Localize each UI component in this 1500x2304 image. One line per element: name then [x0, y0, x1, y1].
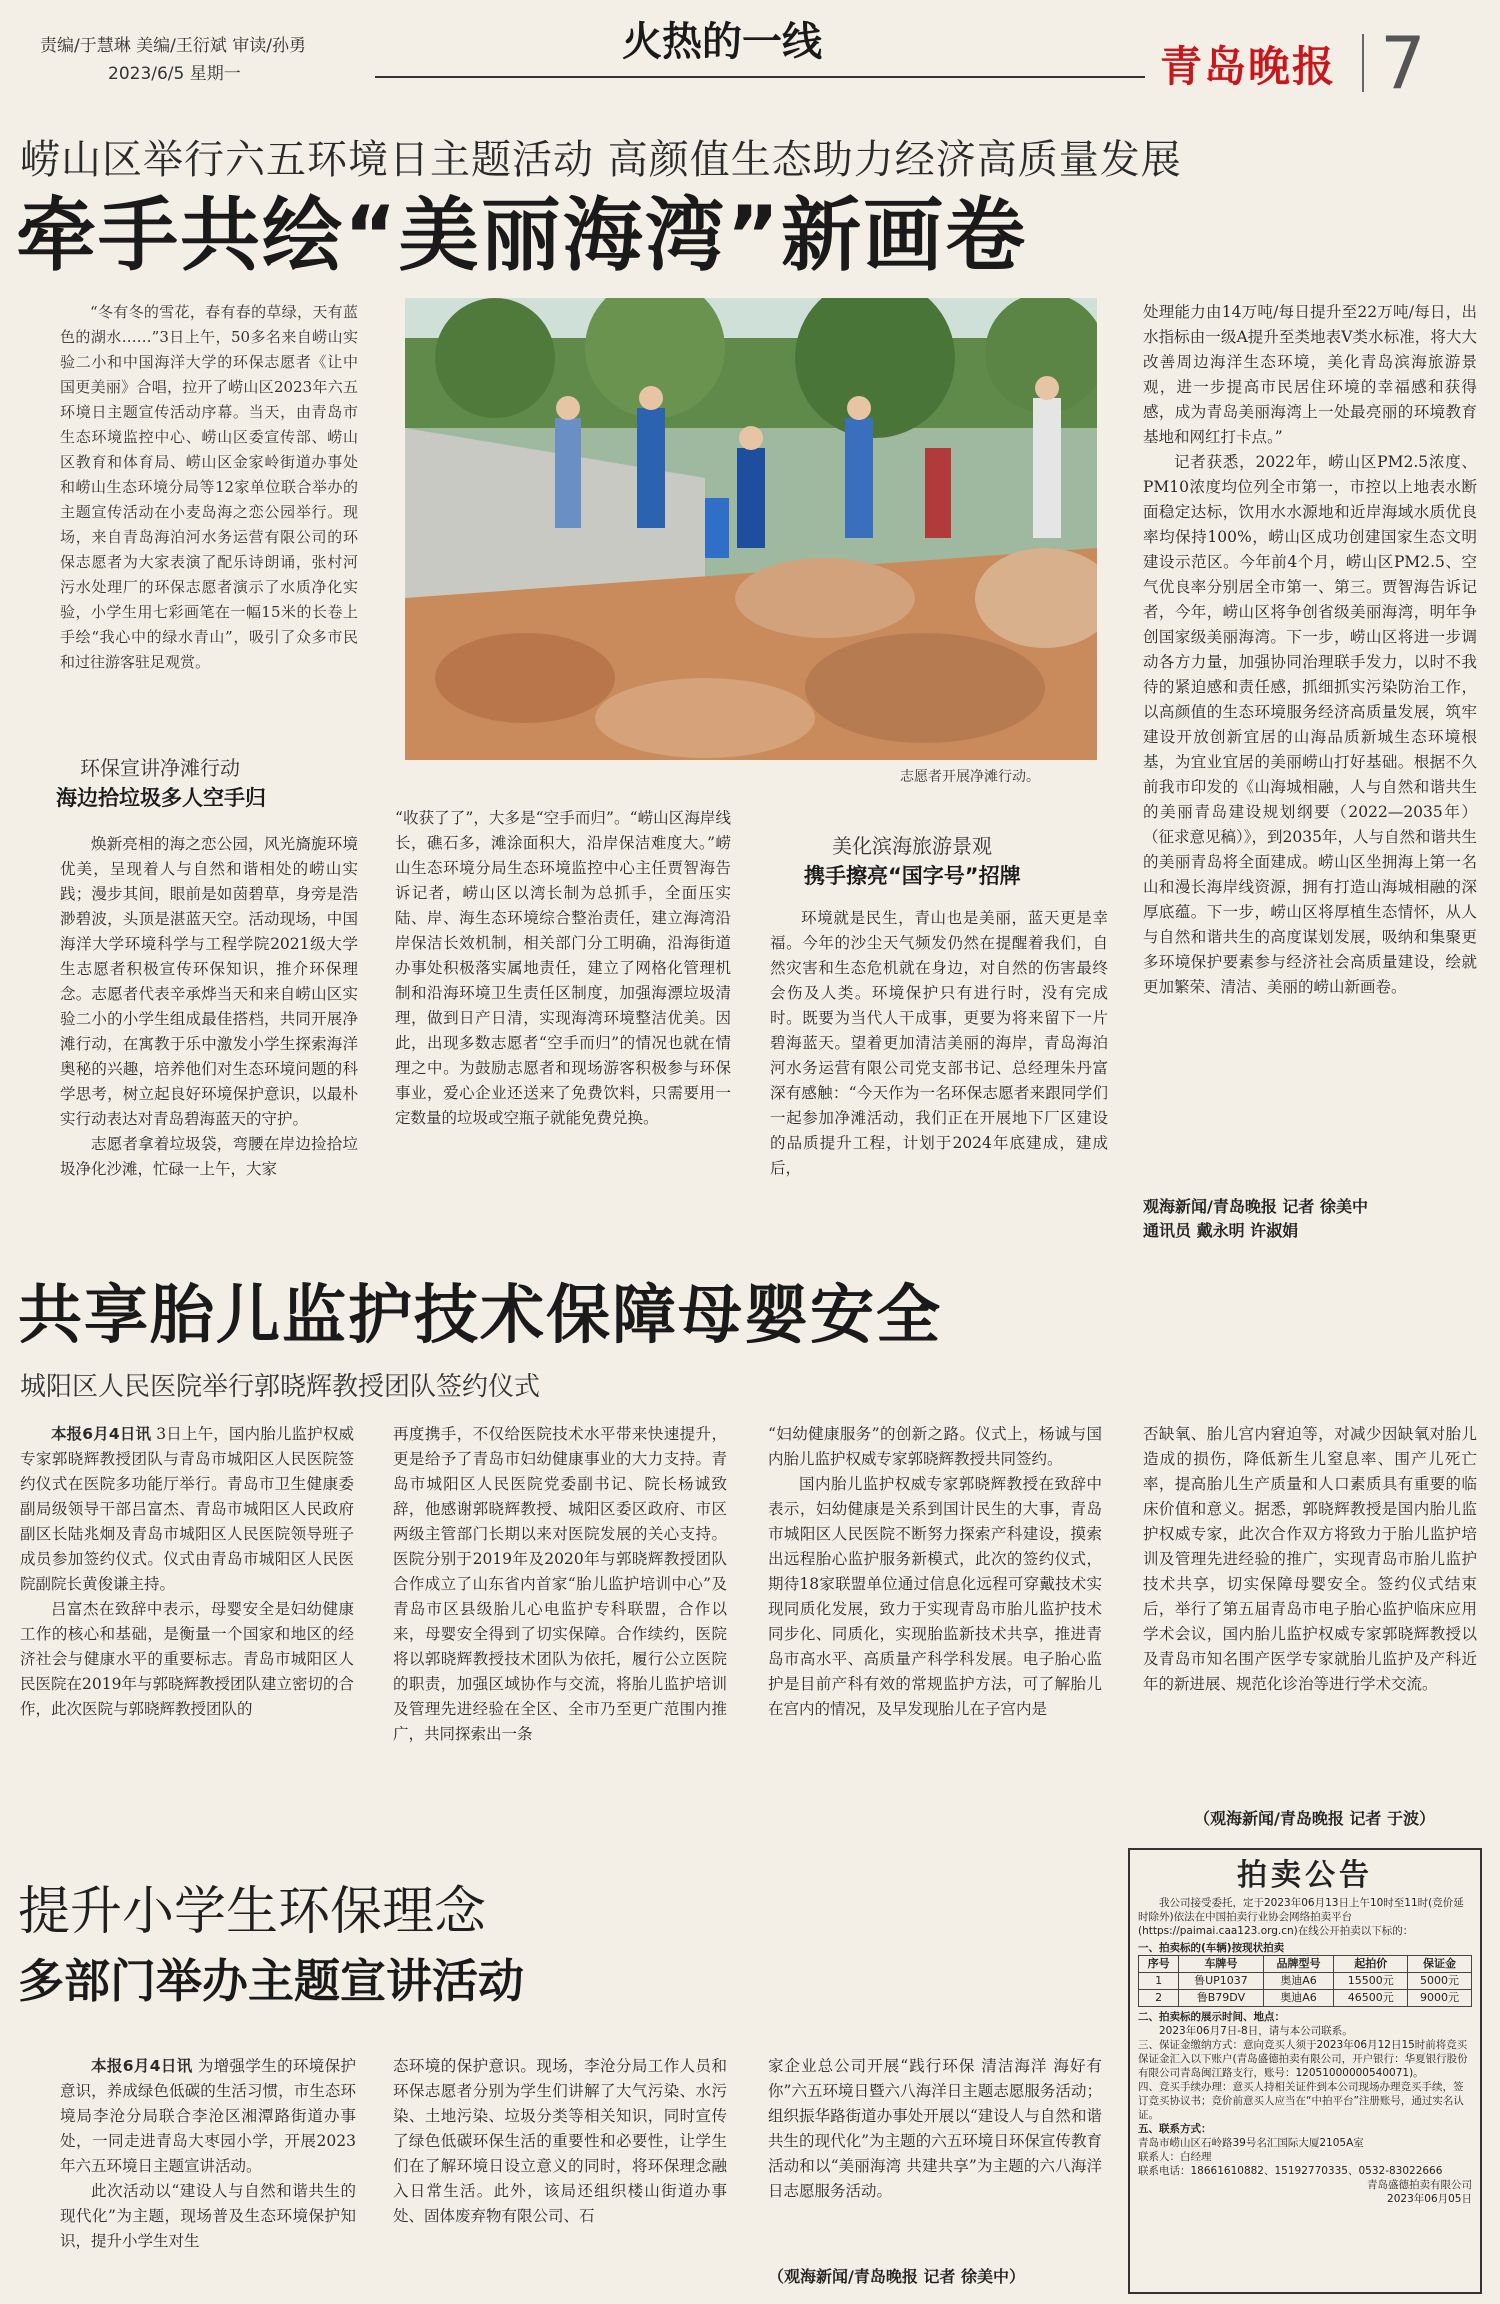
photo-caption: 志愿者开展净滩行动。 [900, 769, 1040, 785]
a2-dateline: 本报6月4日讯 [51, 1425, 152, 1443]
a2-headline: 共享胎儿监护技术保障母婴安全 [18, 1279, 942, 1353]
a1-intro: “冬有冬的雪花，春有春的草绿，天有蓝色的湖水……”3日上午，50多名来自崂山实验二小和中国海洋大学的环保志愿者《让中国更美丽》合唱，拉开了崂山区2023年六五环境日主题宣传活动序幕。当天，由青岛市生态环境监控中心、崂山区委宣传部、崂山区教育和体育局、崂山区金家岭街道办事处和崂山生态环境分局等12家单位联合举办的主题宣传活动在小麦岛海之恋公园举行。现场，来自青岛海泊河水务运营有限公司的环保志愿者为大家表演了配乐诗朗诵，张村河污水处理厂的环保志愿者演示了水质净化实验，小学生用七彩画笔在一幅15米的长卷上手绘“我心中的绿水青山”，吸引了众多市民和过往游客驻足观赏。 [60, 303, 358, 671]
auction-notice [1128, 1848, 1482, 2294]
auction-s1: 一、拍卖标的(车辆)按现状拍卖 [1138, 1942, 1285, 1954]
table-row: 2 鲁B79DV 奥迪A6 46500元 9000元 [1139, 1990, 1472, 2007]
page-number: 7 [1380, 21, 1426, 105]
a2-col2: 再度携手，不仅给医院技术水平带来快速提升，更是给予了青岛市妇幼健康事业的大力支持。青岛市城阳区人民医院党委副书记、院长杨诚致辞，他感谢郭晓辉教授、城阳区委区政府、市区两级主管部门长期以来对医院发展的关心支持。医院分别于2019年及2020年与郭晓辉教授团队合作成立了山东省内首家“胎儿监护培训中心”及青岛市区县级胎儿心电监护专科联盟，合作以来，母婴安全得到了切实保障。合作续约，医院将以郭晓辉教授技术团队为依托，履行公立医院的职责，加强区域协作与交流，将胎儿监护培训及管理先进经验在全区、全市乃至更广范围内推广，共同探索出一条 [393, 1425, 727, 1743]
header-rule [375, 76, 1145, 78]
auction-th: 起拍价 [1334, 1956, 1408, 1973]
a1-col1: 焕新亮相的海之恋公园，风光旖旎环境优美，呈现着人与自然和谐相处的崂山实践；漫步其间，眼前是如茵碧草，身旁是浩渺碧波，头顶是湛蓝天空。活动现场，中国海洋大学环境科学与工程学院2021级大学生志愿者积极宣传环保知识，推介环保理念。志愿者代表辛承烨当天和来自崂山区实验二小的小学生组成最佳搭档，共同开展净滩行动，在寓教于乐中激发小学生探索海洋奥秘的兴趣，培养他们对生态环境问题的科学思考，树立起良好环境保护意识，以最朴实行动表达对青岛碧海蓝天的守护。 志愿者拿着垃圾袋，弯腰在岸边捡拾垃圾净化沙滩，忙碌一上午，大家 [60, 835, 358, 1178]
a1-headline: 牵手共绘“美丽海湾”新画卷 [16, 189, 1028, 282]
a1-col3: 环境就是民生，青山也是美丽，蓝天更是幸福。今年的沙尘天气频发仍然在提醒着我们，自然灾害和生态危机就在身边，对自然的伤害最终会伤及人类。环境保护只有进行时，没有完成时。既要为当代人干成事，更要为将来留下一片碧海蓝天。望着更加清洁美丽的海岸，青岛海泊河水务运营有限公司党支部书记、总经理朱丹富深有感触：“今天作为一名环保志愿者来跟同学们一起参加净滩活动，我们正在开展地下厂区建设的品质提升工程，计划于2024年底建成，建成后， [770, 909, 1108, 1177]
newspaper-logo: 青岛晚报 [1160, 42, 1337, 91]
a1-sub2-line1: 美化滨海旅游景观 [832, 834, 992, 858]
auction-th: 车牌号 [1179, 1956, 1263, 1973]
auction-s3: 三、保证金缴纳方式：意向竞买人须于2023年06月12日15时前将竞买保证金汇入以下账户(青岛盛德拍卖有限公司，开户银行：华夏银行股份有限公司青岛闽江路支行，账号：12051000000540071)。 [1138, 2039, 1468, 2079]
auction-s2: 二、拍卖标的展示时间、地点： [1138, 2011, 1285, 2023]
a1-sub1-line2: 海边拾垃圾多人空手归 [56, 786, 266, 810]
a1-sub2-line2: 携手擦亮“国字号”招牌 [804, 864, 1021, 888]
auction-th: 序号 [1139, 1956, 1179, 1973]
auction-title: 拍卖公告 [1237, 1858, 1373, 1893]
auction-s4: 四、竞买手续办理：意买人持相关证件到本公司现场办理竞买手续，签订竞买协议书；竞价前意买人应当在“中拍平台”注册账号，通过实名认证。 [1138, 2081, 1464, 2121]
header-divider [1362, 34, 1364, 92]
auction-table [1138, 1955, 1472, 2007]
a3-dateline: 本报6月4日讯 [91, 2057, 193, 2075]
a1-byline: 观海新闻/青岛晚报 记者 徐美中 [1143, 1197, 1368, 1216]
a1-col2: “收获了了”，大多是“空手而归”。“崂山区海岸线长，礁石多，滩涂面积大，沿岸保洁难度大。”崂山生态环境分局生态环境监控中心主任贾智海告诉记者，崂山区以湾长制为总抓手，全面压实陆、岸、海生态环境综合整治责任，建立海湾沿岸保洁长效机制，相关部门分工明确，沿海街道办事处积极落实属地责任，建立了网格化管理机制和沿海环境卫生责任区制度，加强海漂垃圾清理，做到日产日清，实现海湾环境整洁优美。因此，出现多数志愿者“空手而归”的情况也就在情理之中。为鼓励志愿者和现场游客积极参与环保事业，爱心企业还送来了免费饮料，只需要用一定数量的垃圾或空瓶子就能免费兑换。 [395, 809, 731, 1127]
a2-col3: “妇幼健康服务”的创新之路。仪式上，杨诚与国内胎儿监护权威专家郭晓辉教授共同签约。 国内胎儿监护权威专家郭晓辉教授在致辞中表示，妇幼健康是关系到国计民生的大事，青岛市城阳区人民医院不断努力探索产科建设，摸索出远程胎心监护服务新模式，此次的签约仪式，期待18家联盟单位通过信息化远程可穿戴技术实现同质化发展，致力于实现青岛市胎儿监护技术同步化、同质化，实现胎监新技术共享，推进青岛市高水平、高质量产科学科发展。电子胎心监护是目前产科有效的常规监护方法，可了解胎儿在宫内的情况，及早发现胎儿在子宫内是 [768, 1425, 1102, 1718]
table-row: 1 鲁UP1037 奥迪A6 15500元 5000元 [1139, 1973, 1472, 1990]
auction-address: 青岛市崂山区石岭路39号名汇国际大厦2105A室 [1138, 2137, 1364, 2149]
issue-date: 2023/6/5 星期一 [108, 64, 241, 84]
auction-date: 2023年06月05日 [1387, 2193, 1472, 2205]
auction-s5: 五、联系方式： [1138, 2123, 1212, 2135]
a2-col4: 否缺氧、胎儿宫内窘迫等，对减少因缺氧对胎儿造成的损伤，降低新生儿窒息率、围产儿死亡率，提高胎儿生产质量和人口素质具有重要的临床价值和意义。据悉，郭晓辉教授是国内胎儿监护权威专家，此次合作双方将致力于胎儿监护培训及管理先进经验的推广，实现青岛市胎儿监护技术共享，切实保障母婴安全。签约仪式结束后，举行了第五届青岛市电子胎心监护临床应用学术会议，国内胎儿监护权威专家郭晓辉教授以及青岛市知名围产医学专家就胎儿监护及产科近年的新进展、规范化诊治等进行学术交流。 [1143, 1425, 1477, 1693]
a3-col1: 本报6月4日讯 为增强学生的环境保护意识，养成绿色低碳的生活习惯，市生态环境局李沧分局联合李沧区湘潭路街道办事处，一同走进青岛大枣园小学，开展2023年六五环境日主题宣讲活动。 此次活动以“建设人与自然和谐共生的现代化”为主题，现场普及生态环境保护知识，提升小学生对生 [60, 2057, 356, 2250]
a3-headline-2: 多部门举办主题宣讲活动 [18, 1954, 524, 2008]
a3-byline: （观海新闻/青岛晚报 记者 徐美中） [768, 2267, 1025, 2286]
a3-col3: 家企业总公司开展“践行环保 清洁海洋 海好有你”六五环境日暨六八海洋日主题志愿服务活动；组织振华路街道办事处开展以“建设人与自然和谐共生的现代化”为主题的六五环境日环保宣传教育活动和以“美丽海湾 共建共享”为主题的六八海洋日志愿服务活动。 [768, 2057, 1102, 2200]
a2-byline: （观海新闻/青岛晚报 记者 于波） [1194, 1809, 1435, 1828]
a2-subtitle: 城阳区人民医院举行郭晓辉教授团队签约仪式 [20, 1372, 541, 1402]
a1-sub1-line1: 环保宣讲净滩行动 [80, 756, 240, 780]
beach-cleanup-photo [405, 298, 1097, 760]
auction-s2-text: 2023年06月7日-8日，请与本公司联系。 [1159, 2025, 1353, 2037]
a3-col2: 态环境的保护意识。现场，李沧分局工作人员和环保志愿者分别为学生们讲解了大气污染、水污染、土地污染、垃圾分类等相关知识，同时宣传了绿色低碳环保生活的重要性和必要性，让学生们在了解环境日设立意义的同时，将环保理念融入日常生活。此外，该局还组织楼山街道办事处、固体废弃物有限公司、石 [393, 2057, 727, 2225]
a1-byline-2: 通讯员 戴永明 许淑娟 [1143, 1221, 1299, 1240]
auction-th: 保证金 [1408, 1956, 1472, 1973]
auction-company: 青岛盛德拍卖有限公司 [1367, 2179, 1472, 2191]
auction-contact: 联系人：白经理 [1138, 2151, 1212, 2163]
a2-col1: 本报6月4日讯 3日上午，国内胎儿监护权威专家郭晓辉教授团队与青岛市城阳区人民医院签约仪式在医院多功能厅举行。青岛市卫生健康委副局级领导干部吕富杰、青岛市城阳区人民政府副区长陆兆炯及青岛市城阳区人民医院领导班子成员参加签约仪式。仪式由青岛市城阳区人民医院副院长黄俊谦主持。 吕富杰在致辞中表示，母婴安全是妇幼健康工作的核心和基础，是衡量一个国家和地区的经济社会与健康水平的重要标志。青岛市城阳区人民医院在2019年与郭晓辉教授团队建立密切的合作，此次医院与郭晓辉教授团队的 [20, 1425, 354, 1718]
a1-col4: 处理能力由14万吨/每日提升至22万吨/每日，出水指标由一级A提升至类地表Ⅴ类水标准，将大大改善周边海洋生态环境，美化青岛滨海旅游景观，进一步提高市民居住环境的幸福感和获得感，成为青岛美丽海湾上一处最亮丽的环境教育基地和网红打卡点。” 记者获悉，2022年，崂山区PM2.5浓度、PM10浓度均位列全市第一，市控以上地表水断面稳定达标，饮用水水源地和近岸海域水质优良率均保持100%，崂山区成功创建国家生态文明建设示范区。今年前4个月，崂山区PM2.5、空气优良率分别居全市第一、第三。贾智海告诉记者，今年，崂山区将争创省级美丽海湾，明年争创国家级美丽海湾。下一步，崂山区将进一步调动各方力量，加强协同治理联手发力，以时不我待的紧迫感和责任感，抓细抓实污染防治工作，以高颜值的生态环境服务经济高质量发展，筑牢建设开放创新宜居的山海品质新城生态环境根基，为宜业宜居的美丽崂山打好基础。根据不久前我市印发的《山海城相融，人与自然和谐共生的美丽青岛建设规划纲要（2022—2035年）（征求意见稿）》，到2035年，人与自然和谐共生的美丽青岛将全面建成。崂山区坐拥海上第一名山和漫长海岸线资源，拥有打造山海城相融的深厚底蕴。下一步，崂山区将厚植生态情怀，从人与自然和谐共生的高度谋划发展，吸纳和集聚更多环境保护要素参与经济社会高质量建设，绘就更加繁荣、清洁、美丽的崂山新画卷。 [1143, 303, 1477, 996]
auction-intro: 我公司接受委托，定于2023年06月13日上午10时至11时(竞价延时除外)依法在中国拍卖行业协会网络拍卖平台(https://paimai.caa123.org.cn)在线公开拍卖以下标的： [1138, 1897, 1464, 1937]
a1-kicker: 崂山区举行六五环境日主题活动 高颜值生态助力经济高质量发展 [20, 137, 1182, 183]
editors-line: 责编/于慧琳 美编/王衍斌 审读/孙勇 [40, 36, 306, 56]
a3-headline-1: 提升小学生环保理念 [18, 1882, 487, 1942]
auction-phone: 联系电话：18661610882、15192770335、0532-83022666 [1138, 2165, 1443, 2177]
section-title: 火热的一线 [606, 16, 838, 68]
auction-th: 品牌型号 [1263, 1956, 1334, 1973]
